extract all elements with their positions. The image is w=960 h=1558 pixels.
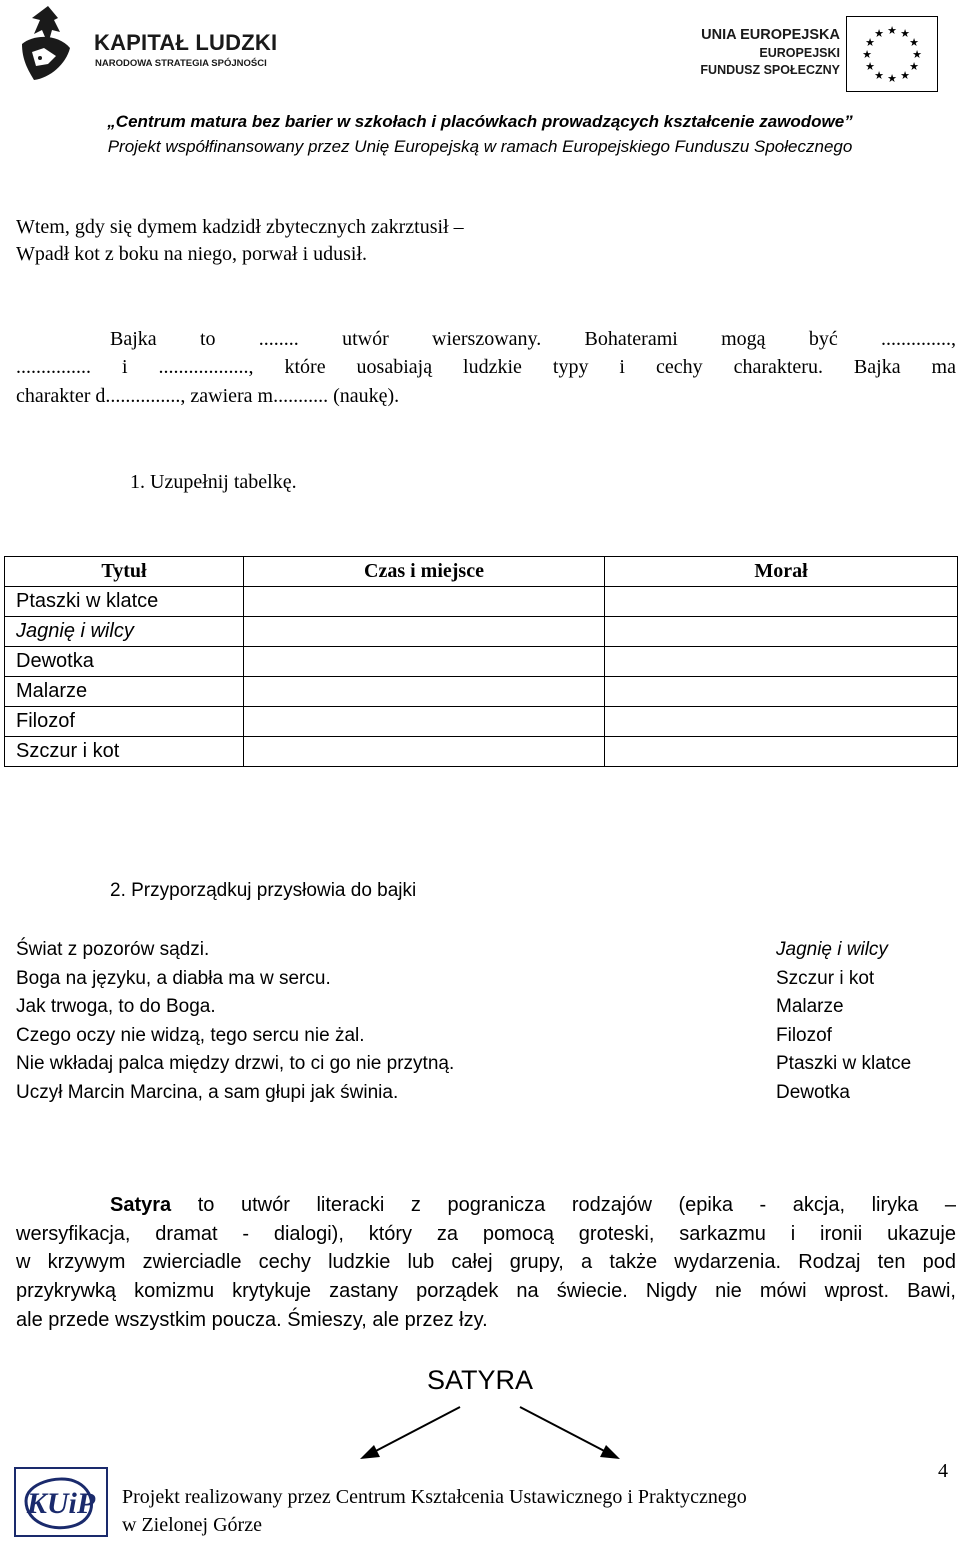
- proverb-item: Świat z pozorów sądzi.: [16, 939, 210, 960]
- table-cell-moral[interactable]: [605, 587, 958, 617]
- project-subtitle: Projekt współfinansowany przez Unię Europejską w ramach Europejskiego Funduszu Społecznego: [107, 137, 853, 156]
- satyra-definition-line-2: wersyfikacja, dramat - dialogi), który za pomocą groteski, sarkazmu i ironii ukazuje: [16, 1223, 956, 1245]
- fable-item: Szczur i kot: [776, 967, 875, 989]
- eu-flag-icon: [846, 16, 938, 92]
- proverb-item: Uczył Marcin Marcina, a sam głupi jak świnia.: [16, 1081, 399, 1103]
- table-cell-time-place[interactable]: [244, 617, 605, 647]
- table-row: [5, 587, 958, 617]
- table-row: [5, 677, 958, 707]
- table-cell-time-place[interactable]: [244, 707, 605, 737]
- table-cell-title: Malarze: [5, 677, 244, 707]
- kapital-ludzki-subtitle: NARODOWA STRATEGIA SPÓJNOŚCI: [95, 58, 267, 69]
- svg-text:★: ★: [862, 48, 872, 61]
- table-row: [5, 737, 958, 767]
- project-title: „Centrum matura bez barier w szkołach i placówkach prowadzących kształcenie zawodowe”: [107, 112, 853, 131]
- table-row: [5, 647, 958, 677]
- svg-text:★: ★: [909, 60, 919, 73]
- svg-text:★: ★: [865, 36, 875, 49]
- fable-item: Dewotka: [776, 1081, 850, 1103]
- kuip-logo-icon: [14, 1467, 108, 1537]
- svg-text:★: ★: [912, 48, 922, 61]
- satyra-definition-line-4: przykrywką komizmu krytykuje zastany porządek na świecie. Nigdy nie mówi wprost. Bawi,: [16, 1280, 956, 1302]
- footer-line-2: w Zielonej Górze: [122, 1514, 262, 1536]
- fable-item: Ptaszki w klatce: [776, 1053, 912, 1075]
- eu-fund-line1: EUROPEJSKI: [759, 46, 840, 60]
- svg-text:★: ★: [900, 69, 910, 82]
- svg-text:★: ★: [874, 69, 884, 82]
- table-cell-title: Szczur i kot: [5, 737, 244, 767]
- footer-line-1: Projekt realizowany przez Centrum Kształcenia Ustawicznego i Praktycznego: [122, 1486, 747, 1508]
- diagram-arrows-icon: [340, 1405, 640, 1465]
- table-cell-moral[interactable]: [605, 617, 958, 647]
- page-number: 4: [938, 1460, 948, 1482]
- kuip-logo-text: KUiP: [26, 1487, 96, 1520]
- fable-item: Filozof: [776, 1024, 832, 1046]
- header-title: Tytuł: [5, 557, 244, 587]
- satyra-definition-line-3: w krzywym zwierciadle cechy ludzkie lub całej grupy, a także wydarzenia. Rodzaj ten pod: [16, 1251, 956, 1273]
- fill-text-line-1: Bajka to ........ utwór wierszowany. Bohaterami mogą być ..............,: [110, 328, 956, 350]
- satyra-diagram-title: SATYRA: [427, 1365, 534, 1395]
- fables-table: [4, 556, 958, 767]
- table-row: [5, 617, 958, 647]
- satyra-definition-line-5: ale przede wszystkim poucza. Śmieszy, ale przez łzy.: [16, 1309, 488, 1331]
- svg-text:★: ★: [909, 36, 919, 49]
- eu-fund-line2: FUNDUSZ SPOŁECZNY: [700, 63, 840, 77]
- table-cell-moral[interactable]: [605, 677, 958, 707]
- table-cell-title: Filozof: [5, 707, 244, 737]
- table-cell-time-place[interactable]: [244, 737, 605, 767]
- table-cell-title: Dewotka: [5, 647, 244, 677]
- fable-item: Jagnię i wilcy: [776, 939, 888, 960]
- fill-text-line-2: ............... i .................., które uosabiają ludzkie typy i cechy charakteru. Bajka ma: [16, 356, 956, 378]
- kapital-ludzki-logo-icon: [14, 4, 74, 82]
- table-cell-time-place[interactable]: [244, 587, 605, 617]
- poem-line-2: Wpadł kot z boku na niego, porwał i udusił.: [16, 243, 368, 265]
- table-cell-title: Ptaszki w klatce: [5, 587, 244, 617]
- proverb-item: Czego oczy nie widzą, tego sercu nie żal.: [16, 1024, 365, 1046]
- proverb-item: Jak trwoga, to do Boga.: [16, 996, 216, 1018]
- task-2-heading: 2. Przyporządkuj przysłowia do bajki: [110, 880, 417, 901]
- table-cell-moral[interactable]: [605, 647, 958, 677]
- task-1-heading: 1. Uzupełnij tabelkę.: [130, 471, 297, 493]
- table-cell-time-place[interactable]: [244, 677, 605, 707]
- fable-item: Malarze: [776, 996, 844, 1018]
- table-cell-time-place[interactable]: [244, 647, 605, 677]
- table-row: [5, 707, 958, 737]
- svg-text:★: ★: [865, 60, 875, 73]
- poem-line-1: Wtem, gdy się dymem kadzidł zbytecznych zakrztusił –: [16, 216, 464, 238]
- kapital-ludzki-title: KAPITAŁ LUDZKI: [94, 30, 278, 55]
- table-cell-title: Jagnię i wilcy: [5, 617, 244, 647]
- proverbs-list: [16, 936, 454, 1108]
- fables-list: [776, 936, 911, 1108]
- fill-text-line-3: charakter d..............., zawiera m........... (naukę).: [16, 385, 400, 407]
- table-cell-moral[interactable]: [605, 737, 958, 767]
- header-time-place: Czas i miejsce: [244, 557, 605, 587]
- proverb-item: Boga na języku, a diabła ma w sercu.: [16, 967, 331, 989]
- svg-text:★: ★: [900, 27, 910, 40]
- table-header-row: [5, 557, 958, 587]
- satyra-term: Satyra: [110, 1194, 172, 1216]
- svg-text:★: ★: [887, 72, 897, 85]
- header-moral: Morał: [605, 557, 958, 587]
- svg-text:★: ★: [887, 24, 897, 37]
- eu-title: UNIA EUROPEJSKA: [701, 27, 840, 43]
- proverb-item: Nie wkładaj palca między drzwi, to ci go nie przytną.: [16, 1053, 455, 1075]
- svg-text:★: ★: [874, 27, 884, 40]
- table-cell-moral[interactable]: [605, 707, 958, 737]
- satyra-definition-line-1: Satyra to utwór literacki z pogranicza rodzajów (epika - akcja, liryka –: [110, 1194, 956, 1216]
